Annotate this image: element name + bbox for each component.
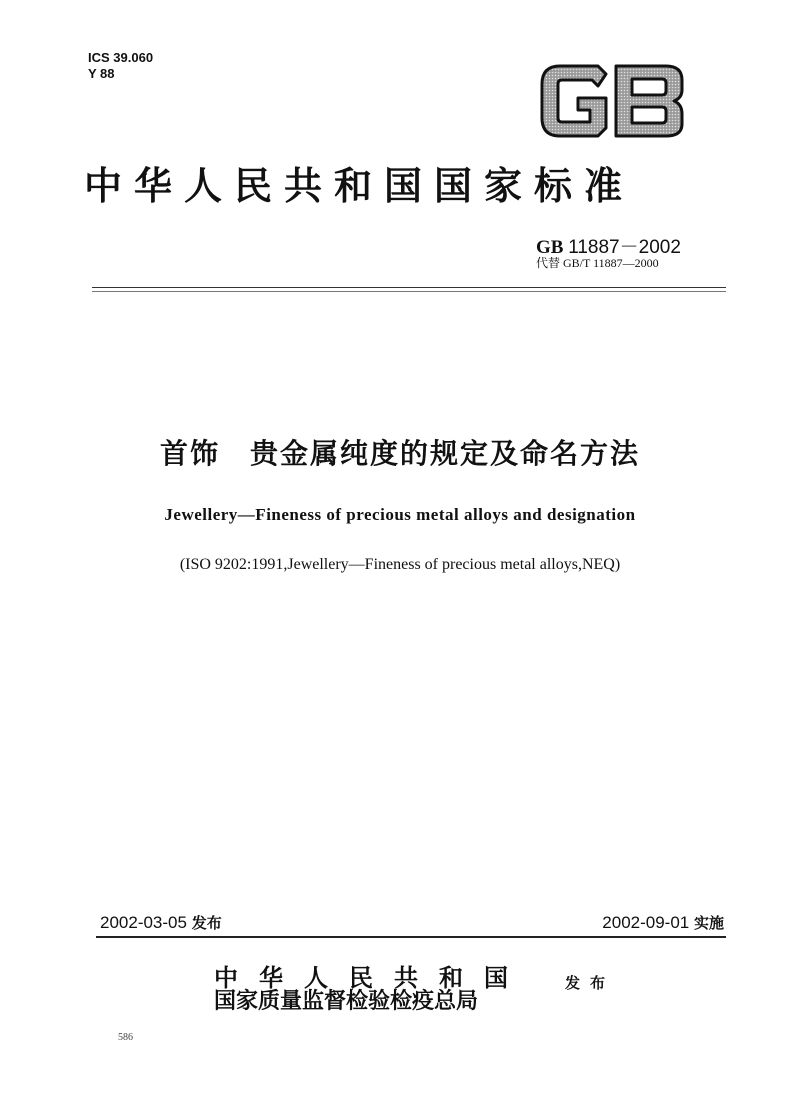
gb-logo-icon [536, 62, 688, 140]
issue-label: 发布 [191, 914, 222, 932]
publish-label: 发布 [565, 974, 616, 992]
iso-reference: (ISO 9202:1991,Jewellery—Fineness of precious metal alloys,NEQ) [179, 556, 621, 573]
classification-codes [88, 50, 153, 82]
ics-code: ICS 39.060 [88, 50, 154, 65]
organization-title: 中华人民共和国国家标准 [84, 163, 635, 208]
issuer-line-2: 国家质量监督检验检疫总局 [214, 988, 479, 1014]
ccs-code: Y 88 [88, 66, 115, 81]
header-divider-secondary [92, 291, 726, 292]
document-title-chinese: 首饰 贵金属纯度的规定及命名方法 [159, 437, 640, 470]
standard-code: 11887－2002 [568, 237, 681, 258]
header-divider [92, 287, 726, 288]
issue-date: 2002-03-05 [100, 913, 187, 932]
standard-prefix: GB [536, 237, 564, 258]
implementation-date: 2002-09-01 [602, 913, 690, 932]
issue-date-line [100, 912, 222, 933]
document-title-english: Jewellery—Fineness of precious metal alloys and designation [164, 505, 636, 524]
implementation-date-line [602, 912, 724, 933]
footer-divider [96, 936, 726, 938]
implementation-label: 实施 [693, 914, 724, 932]
page-number: 586 [118, 1032, 133, 1043]
issuer-line-1: 中华人民共和国 [214, 963, 529, 992]
replaces-standard: 代替 GB/T 11887—2000 [536, 256, 659, 270]
